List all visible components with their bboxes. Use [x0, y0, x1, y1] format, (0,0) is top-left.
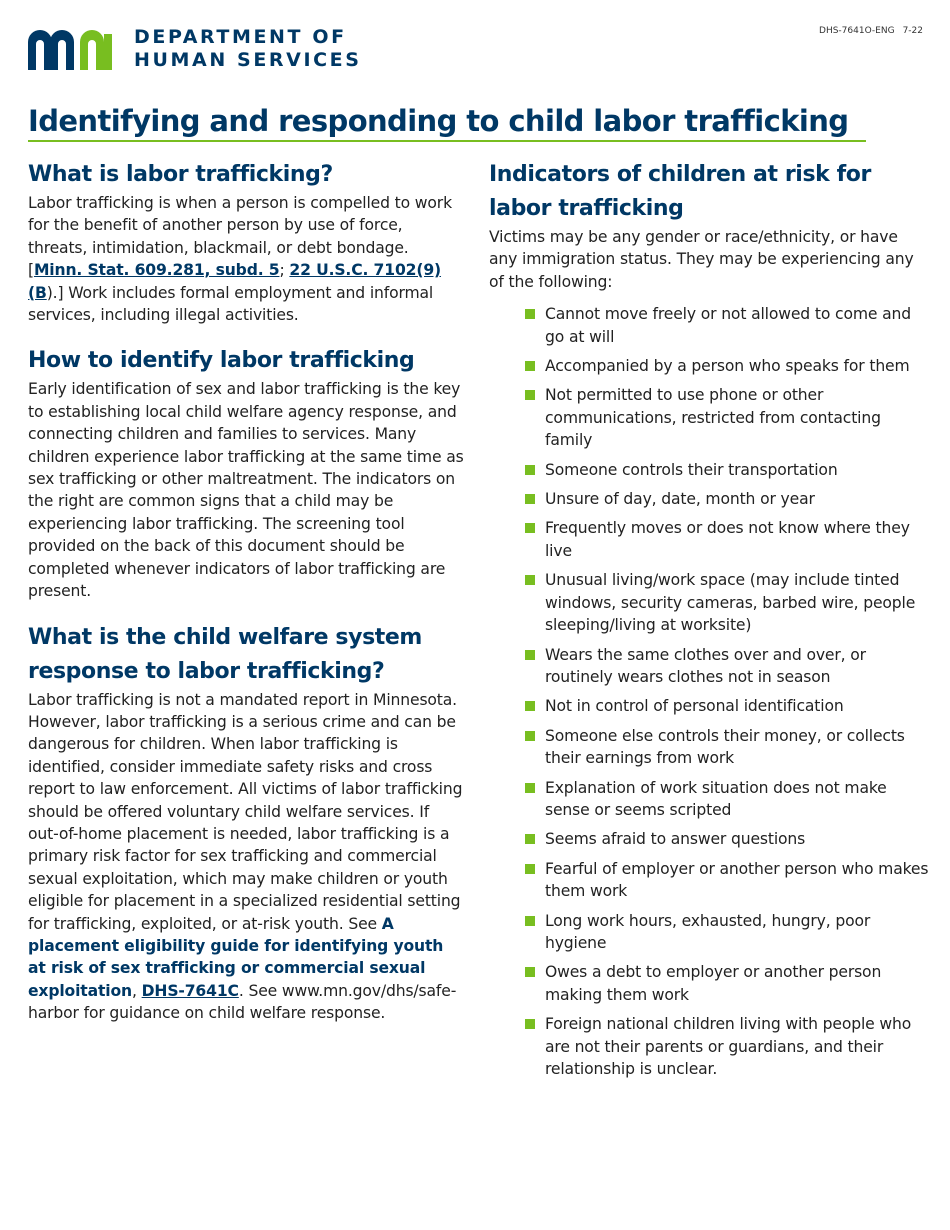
green-square-bullet-icon: [525, 864, 535, 874]
green-square-bullet-icon: [525, 390, 535, 400]
doc-date: 7-22: [902, 26, 923, 36]
list-item: Accompanied by a person who speaks for them: [525, 355, 929, 377]
section-response: [28, 621, 464, 1025]
department-line-2: HUMAN SERVICES: [134, 49, 362, 71]
list-item: Cannot move freely or not allowed to come and go at will: [525, 303, 929, 348]
list-item: Not in control of personal identification: [525, 695, 929, 717]
green-square-bullet-icon: [525, 731, 535, 741]
list-item: Long work hours, exhausted, hungry, poor hygiene: [525, 910, 929, 955]
page-header: [28, 26, 923, 72]
list-item: Fearful of employer or another person who makes them work: [525, 858, 929, 903]
list-item: Someone controls their transportation: [525, 459, 929, 481]
list-item: Not permitted to use phone or other communications, restricted from contacting family: [525, 384, 929, 451]
green-square-bullet-icon: [525, 575, 535, 585]
minn-stat-link[interactable]: Minn. Stat. 609.281, subd. 5: [33, 261, 280, 280]
green-square-bullet-icon: [525, 650, 535, 660]
green-square-bullet-icon: [525, 1019, 535, 1029]
green-square-bullet-icon: [525, 834, 535, 844]
green-square-bullet-icon: [525, 465, 535, 475]
department-line-1: DEPARTMENT OF: [134, 26, 347, 48]
right-column: [489, 158, 929, 1087]
section-body: Labor trafficking is when a person is compelled to work for the benefit of another person by use of force, threats, intimidation, blackmail, or debt bondage. [Minn. Stat. 609.281, subd. 5; 22 U.S.C. 7102(9)(B).] Work includes formal employment and informal services, including illegal activities.: [28, 194, 452, 325]
mn-logo-icon: [28, 28, 120, 70]
indicators-list: [489, 303, 929, 1080]
section-how-identify: [28, 344, 464, 602]
list-item: Seems afraid to answer questions: [525, 828, 929, 850]
section-heading: What is the child welfare system response to labor trafficking?: [28, 624, 422, 684]
placement-guide-title: A placement eligibility guide for identifying youth at risk of sex trafficking or commercial sexual exploitation: [28, 914, 444, 1000]
list-item: Explanation of work situation does not make sense or seems scripted: [525, 777, 929, 822]
green-square-bullet-icon: [525, 361, 535, 371]
indicators-intro: Victims may be any gender or race/ethnicity, or have any immigration status. They may be experiencing any of the following:: [489, 228, 914, 291]
dhs-7641c-link[interactable]: DHS-7641C: [141, 981, 239, 1000]
green-square-bullet-icon: [525, 967, 535, 977]
green-square-bullet-icon: [525, 523, 535, 533]
list-item: Frequently moves or does not know where they live: [525, 517, 929, 562]
list-item: Someone else controls their money, or collects their earnings from work: [525, 725, 929, 770]
section-heading: How to identify labor trafficking: [28, 348, 415, 374]
green-square-bullet-icon: [525, 916, 535, 926]
green-square-bullet-icon: [525, 783, 535, 793]
section-body: Early identification of sex and labor trafficking is the key to establishing local child welfare agency response, and connecting children and families to services. Many children experience labor trafficking at the same time as sex trafficking or other maltreatment. The indicators on the right are common signs that a child may be experiencing labor trafficking. The screening tool provided on the back of this document should be completed whenever indicators of labor trafficking are present.: [28, 380, 464, 601]
doc-code: DHS-7641O-ENG: [819, 26, 895, 36]
list-item: Wears the same clothes over and over, or routinely wears clothes not in season: [525, 644, 929, 689]
department-name: [134, 26, 362, 72]
indicators-heading: Indicators of children at risk for labor trafficking: [489, 162, 871, 221]
green-square-bullet-icon: [525, 701, 535, 711]
section-heading: What is labor trafficking?: [28, 162, 333, 187]
section-body: Labor trafficking is not a mandated report in Minnesota. However, labor trafficking is a serious crime and can be dangerous for children. When labor trafficking is identified, consider immediate safety risks and cross report to law enforcement. All victims of labor trafficking should be offered voluntary child welfare services. If out-of-home placement is needed, labor trafficking is a primary risk factor for sex trafficking and commercial sexual exploitation, which may make children or youth eligible for placement in a specialized residential setting for trafficking, exploited, or at-risk youth. See A placement eligibility guide for identifying youth at risk of sex trafficking or commercial sexual exploitation, DHS-7641C. See www.mn.gov/dhs/safe-harbor for guidance on child welfare response.: [28, 690, 463, 1023]
section-what-is: [28, 158, 464, 326]
usc-link[interactable]: 22 U.S.C. 7102(9)(B: [28, 261, 442, 302]
dhs-logo: [28, 26, 362, 72]
list-item: Foreign national children living with people who are not their parents or guardians, and their relationship is unclear.: [525, 1013, 929, 1080]
list-item: Unsure of day, date, month or year: [525, 488, 929, 510]
list-item: Unusual living/work space (may include tinted windows, security cameras, barbed wire, people sleeping/living at worksite): [525, 569, 929, 636]
page-title: Identifying and responding to child labor trafficking: [28, 102, 866, 142]
document-id: [811, 26, 923, 36]
green-square-bullet-icon: [525, 494, 535, 504]
list-item: Owes a debt to employer or another person making them work: [525, 961, 929, 1006]
green-square-bullet-icon: [525, 309, 535, 319]
left-column: [28, 158, 464, 1043]
